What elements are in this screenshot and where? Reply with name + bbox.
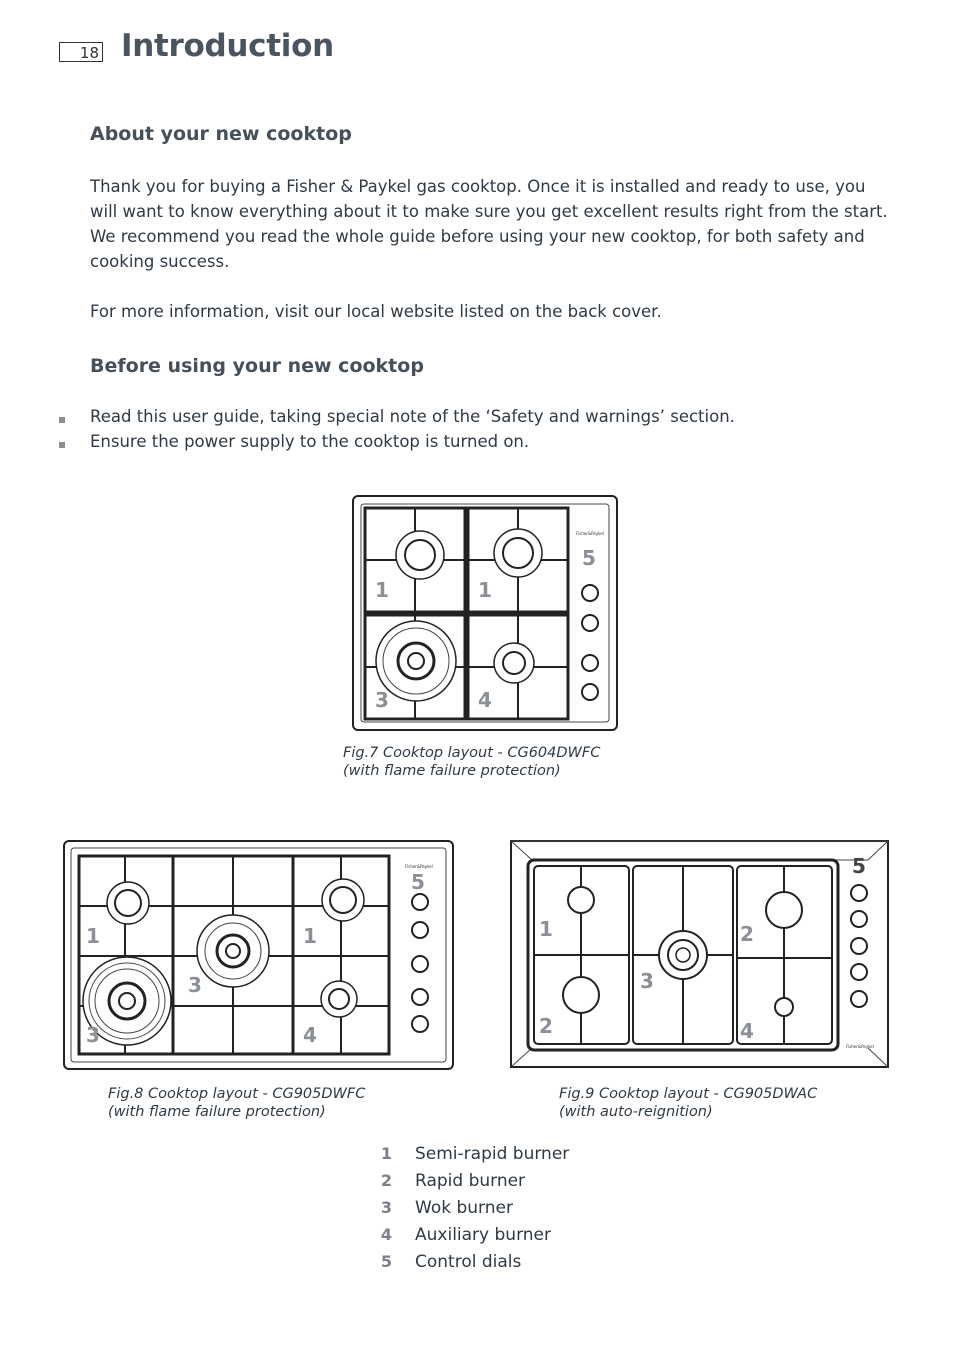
legend-label: Auxiliary burner: [415, 1224, 551, 1245]
figure-caption-fig8: [108, 1085, 365, 1121]
label-wok: 3: [375, 688, 389, 712]
legend-item: [380, 1140, 569, 1167]
rapid-burner-icon: [563, 977, 599, 1013]
legend-item: [380, 1194, 569, 1221]
bullet-item: Read this user guide, taking special note of the ‘Safety and warnings’ section.: [90, 407, 735, 426]
control-dial-icon: [582, 615, 598, 631]
auxiliary-burner-icon: [775, 998, 793, 1016]
legend-number: 1: [380, 1144, 392, 1163]
legend-label: Control dials: [415, 1251, 522, 1272]
brand-logo: Fisher&Paykel: [576, 531, 604, 536]
cooktop-diagram-fig7: [352, 495, 618, 731]
label-semi-rapid: 1: [86, 924, 100, 948]
wok-burner-icon: [197, 915, 269, 987]
control-dial-icon: [851, 964, 867, 980]
intro-paragraph: [90, 174, 895, 274]
label-auxiliary: 4: [478, 688, 492, 712]
label-rapid: 2: [740, 922, 754, 946]
semi-rapid-burner-icon: [322, 879, 364, 921]
control-dial-icon: [412, 922, 428, 938]
control-dial-icon: [412, 956, 428, 972]
label-semi-rapid: 1: [539, 917, 553, 941]
semi-rapid-burner-icon: [494, 529, 542, 577]
semi-rapid-burner-icon: [107, 882, 149, 924]
section-heading-before-using: Before using your new cooktop: [90, 355, 424, 377]
control-dial-icon: [851, 991, 867, 1007]
legend-label: Wok burner: [415, 1197, 513, 1218]
control-dial-icon: [582, 585, 598, 601]
label-rapid: 2: [539, 1014, 553, 1038]
legend-number: 2: [380, 1171, 392, 1190]
legend-label: Rapid burner: [415, 1170, 526, 1191]
legend-number: 5: [380, 1252, 392, 1271]
page-title: Introduction: [121, 28, 334, 64]
figure-caption-fig9: [559, 1085, 817, 1121]
caption-line: Fig.7 Cooktop layout - CG604DWFC: [343, 745, 601, 761]
control-dial-icon: [412, 1016, 428, 1032]
legend-item: [380, 1248, 569, 1275]
label-wok: 3: [86, 1023, 100, 1047]
auxiliary-burner-icon: [321, 981, 357, 1017]
control-dial-icon: [851, 885, 867, 901]
bullet-icon: [59, 417, 65, 423]
caption-line: Fig.9 Cooktop layout - CG905DWAC: [559, 1086, 818, 1102]
legend-label: Semi-rapid burner: [415, 1143, 570, 1164]
label-semi-rapid: 1: [478, 578, 492, 602]
label-semi-rapid: 1: [375, 578, 389, 602]
control-dial-icon: [851, 938, 867, 954]
control-dial-icon: [412, 989, 428, 1005]
website-paragraph: For more information, visit our local website listed on the back cover.: [90, 302, 662, 321]
legend-number: 4: [380, 1225, 392, 1244]
label-control-dials: 5: [852, 854, 866, 878]
control-dial-icon: [851, 911, 867, 927]
label-wok: 3: [188, 973, 202, 997]
wok-burner-icon: [659, 931, 707, 979]
legend-item: [380, 1167, 569, 1194]
figure-caption-fig7: [343, 744, 600, 780]
label-auxiliary: 4: [740, 1019, 754, 1043]
cooktop-diagram-fig8: [63, 840, 454, 1070]
burner-legend: [380, 1140, 569, 1275]
control-dial-icon: [412, 894, 428, 910]
legend-item: [380, 1221, 569, 1248]
brand-logo: Fisher&Paykel: [405, 864, 433, 869]
label-control-dials: 5: [411, 870, 425, 894]
label-auxiliary: 4: [303, 1023, 317, 1047]
label-control-dials: 5: [582, 546, 596, 570]
caption-line: (with flame failure protection): [108, 1104, 326, 1120]
auxiliary-burner-icon: [494, 643, 534, 683]
brand-logo: Fisher&Paykel: [846, 1044, 874, 1049]
intro-line: We recommend you read the whole guide before using your new cooktop, for both safety and: [90, 227, 865, 246]
caption-line: (with auto-reignition): [559, 1104, 713, 1120]
control-dial-icon: [582, 655, 598, 671]
control-dial-icon: [582, 684, 598, 700]
cooktop-diagram-fig9: [510, 840, 890, 1070]
semi-rapid-burner-icon: [396, 531, 444, 579]
legend-number: 3: [380, 1198, 392, 1217]
intro-line: will want to know everything about it to make sure you get excellent results right from the start.: [90, 202, 888, 221]
bullet-item: Ensure the power supply to the cooktop is turned on.: [90, 432, 530, 451]
intro-line: Thank you for buying a Fisher & Paykel gas cooktop. Once it is installed and ready to use, you: [90, 177, 866, 196]
label-wok: 3: [640, 969, 654, 993]
rapid-burner-icon: [766, 892, 802, 928]
section-heading-about: About your new cooktop: [90, 123, 352, 145]
semi-rapid-burner-icon: [568, 887, 594, 913]
intro-line: cooking success.: [90, 252, 230, 271]
caption-line: (with flame failure protection): [343, 763, 561, 779]
caption-line: Fig.8 Cooktop layout - CG905DWFC: [108, 1086, 366, 1102]
page-number: 18: [59, 42, 103, 62]
label-semi-rapid: 1: [303, 924, 317, 948]
bullet-icon: [59, 442, 65, 448]
